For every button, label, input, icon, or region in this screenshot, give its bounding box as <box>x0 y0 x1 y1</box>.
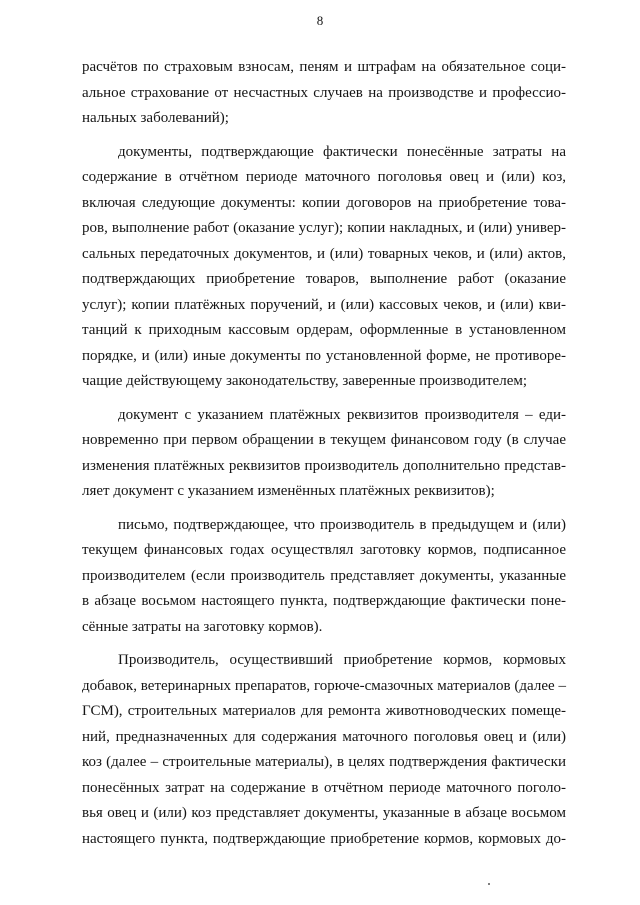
text-line: ний, предназначенных для содержания маточного поголовья овец и (или) <box>82 728 566 745</box>
paragraph-expense-documents <box>82 140 566 395</box>
text-line: коз (далее – строительные материалы), в целях подтверждения фактически <box>82 754 566 770</box>
text-line: документ с указанием платёжных реквизитов производителя – еди- <box>118 406 566 423</box>
scan-speck <box>488 883 490 885</box>
text-line: изменения платёжных реквизитов производитель дополнительно представ- <box>82 457 566 474</box>
text-line: ров, выполнение работ (оказание услуг); копии накладных, и (или) универ- <box>82 220 566 236</box>
paragraph-continuation <box>82 55 566 132</box>
text-line: документы, подтверждающие фактически понесённые затраты на <box>118 143 566 160</box>
text-line: чащие действующему законодательству, заверенные производителем; <box>82 373 528 389</box>
text-line: сальных передаточных документов, и (или) товарных чеков, и (или) актов, <box>82 245 566 262</box>
text-line: ляет документ с указанием изменённых платёжных реквизитов); <box>82 483 495 499</box>
text-line: в абзаце восьмом настоящего пункта, подтверждающие фактически поне- <box>82 593 566 609</box>
text-line: новременно при первом обращении в текущем финансовом году (в случае <box>82 432 566 448</box>
text-line: письмо, подтверждающее, что производитель в предыдущем и (или) <box>118 516 566 533</box>
paragraph-payment-details <box>82 403 566 505</box>
text-line: порядке, и (или) иные документы по установленной форме, не противоре- <box>82 347 566 364</box>
text-line: альное страхование от несчастных случаев на производстве и профессио- <box>82 84 566 101</box>
text-line: настоящего пункта, подтверждающие приобретение кормов, кормовых до- <box>82 830 566 847</box>
text-line: вья овец и (или) коз представляет документы, указанные в абзаце восьмом <box>82 805 566 821</box>
text-line: расчётов по страховым взносам, пеням и штрафам на обязательное соци- <box>82 59 566 75</box>
text-line: производителем (если производитель представляет документы, указанные <box>82 567 566 584</box>
text-line: подтверждающих приобретение товаров, выполнение работ (оказание <box>82 271 566 287</box>
text-line: нальных заболеваний); <box>82 110 229 126</box>
text-line: добавок, ветеринарных препаратов, горюче-смазочных материалов (далее – <box>82 677 566 694</box>
text-line: сённые затраты на заготовку кормов). <box>82 618 323 635</box>
document-body <box>82 55 566 852</box>
text-line: танций к приходным кассовым ордерам, оформленные в установленном <box>82 322 566 338</box>
text-line: содержание в отчётном периоде маточного поголовья овец и (или) коз, <box>82 169 566 185</box>
text-line: понесённых затрат на содержание в отчётном периоде маточного поголо- <box>82 779 566 796</box>
paragraph-producer-purchases <box>82 648 566 852</box>
page-number: 8 <box>316 13 324 28</box>
text-line: включая следующие документы: копии договоров на приобретение това- <box>82 194 566 211</box>
text-line: услуг); копии платёжных поручений, и (или) кассовых чеков, и (или) кви- <box>82 296 566 313</box>
text-line: текущем финансовых годах осуществлял заготовку кормов, подписанное <box>82 542 566 558</box>
text-line: ГСМ), строительных материалов для ремонта животноводческих помеще- <box>82 703 566 719</box>
text-line: Производитель, осуществивший приобретение кормов, кормовых <box>118 652 566 668</box>
paragraph-feed-letter <box>82 513 566 641</box>
